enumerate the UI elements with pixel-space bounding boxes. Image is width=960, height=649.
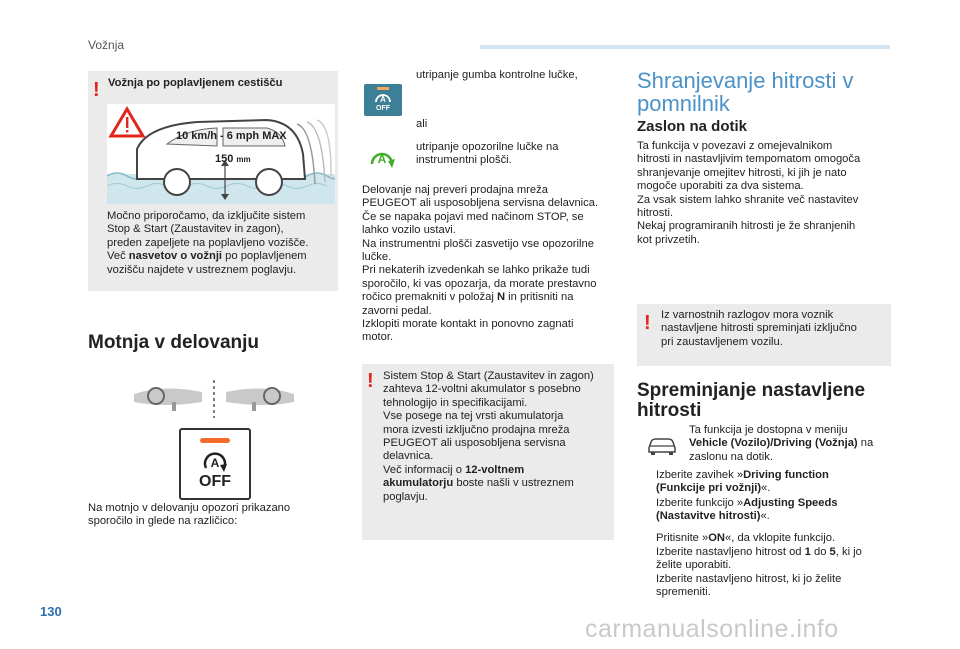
warning-line: vozišču najdete v ustreznem poglavju. <box>107 263 297 276</box>
watermark: carmanualsonline.info <box>585 615 839 643</box>
auto-stop-start-icon <box>200 450 230 474</box>
vehicle-menu-icon <box>646 434 678 456</box>
speed-memory-paragraph: Ta funkcija v povezavi z omejevalnikom hitrosti in nastavljivim tempomatom omogoča shranjevanje omejitev hitrosti, ki jih je nato mogoče uporabiti za dva sistema. Za vsak sistem lahko shranite več nastavitev hitrosti. Nekaj programiranih hitrosti je že shranjenih kot privzetih. <box>637 140 861 246</box>
svg-text:A: A <box>377 152 387 166</box>
safety-warning-text: Iz varnostnih razlogov mora voznik nastavljene hitrosti spreminjati izključno pri zaustavljenem vozilu. <box>661 309 857 348</box>
green-auto-stop-warning-icon <box>368 146 396 170</box>
water-depth-label <box>215 153 251 165</box>
page-number: 130 <box>40 604 62 619</box>
svg-text:A: A <box>380 95 386 104</box>
depth-unit: mm <box>236 155 251 164</box>
section-title-malfunction: Motnja v delovanju <box>88 332 260 353</box>
stop-start-dashboard-illustration <box>134 378 294 418</box>
stop-start-off-button <box>179 428 251 500</box>
warning-exclamation-icon: ! <box>93 79 100 101</box>
blink-button-text: utripanje gumba kontrolne lučke, <box>416 69 578 81</box>
section-title-change-speed: Spreminjanje nastavljene hitrosti <box>637 380 866 421</box>
menu-access-text: Ta funkcija je dostopna v meniju Vehicle (Vozilo)/Driving (Vožnja) na zaslonu na dotik. <box>689 424 874 463</box>
depth-value: 150 <box>215 153 234 165</box>
warning-line: Več nasvetov o vožnji po poplavljenem <box>107 250 307 263</box>
subsection-title-touchscreen: Zaslon na dotik <box>637 118 748 135</box>
warning-line: preden zapeljete na poplavljeno vozišče. <box>107 236 309 249</box>
dashboard-icon <box>134 378 294 418</box>
battery-warning-box <box>362 364 614 540</box>
warning-title: Vožnja po poplavljenem cestišču <box>108 77 283 89</box>
flood-warning-text <box>107 210 337 277</box>
svg-text:A: A <box>210 456 220 470</box>
warning-line: Stop & Start (Zaustavitev in zagon), <box>107 223 284 236</box>
safety-warning-box <box>637 304 891 366</box>
speed-limit-label: 10 km/h - 6 mph MAX <box>176 130 287 142</box>
section-title-speed-memory: Shranjevanje hitrosti v pomnilnik <box>637 68 854 116</box>
malfunction-caption: Na motnjo v delovanju opozori prikazano sporočilo in glede na različico: <box>88 502 291 528</box>
header-rule <box>480 45 890 49</box>
warning-exclamation-icon: ! <box>644 312 651 334</box>
or-text: ali <box>416 118 428 130</box>
icon-off-label: OFF <box>376 105 390 112</box>
button-indicator-light <box>200 438 230 443</box>
warning-exclamation-icon: ! <box>367 370 374 392</box>
battery-warning-text: Sistem Stop & Start (Zaustavitev in zagon) zahteva 12-voltni akumulator s posebno tehnologijo in specifikacijami. Vse posege na tej vrsti akumulatorja mora izvesti izključno prodajna mreža PEUGEOT ali usposobljena servisna delavnica. Več informacij o 12-voltnem akumulatorju boste našli v ustreznem poglavju. <box>383 370 594 503</box>
warning-line: Močno priporočamo, da izključite sistem <box>107 210 306 222</box>
malfunction-paragraph: Delovanje naj preveri prodajna mreža PEUGEOT ali usposobljena servisna delavnica. Če se napaka pojavi med načinom STOP, se lahko vozilo ustavi. Na instrumentni plošči zasvetijo vse opozorilne lučke. Pri nekaterih izvedenkah se lahko prikaže tudi sporočilo, ki vas opozarja, da morate prestavno ročico premakniti v položaj N in pritisniti na zavorni pedal. Izklopiti morate kontakt in ponovno zagnati motor. <box>362 184 599 344</box>
blink-warning-text: utripanje opozorilne lučke na instrumentni plošči. <box>416 141 559 167</box>
button-warning-icon-tile <box>364 84 402 116</box>
flooded-road-illustration <box>107 104 335 204</box>
off-label: OFF <box>199 473 231 490</box>
running-header: Vožnja <box>88 38 125 52</box>
